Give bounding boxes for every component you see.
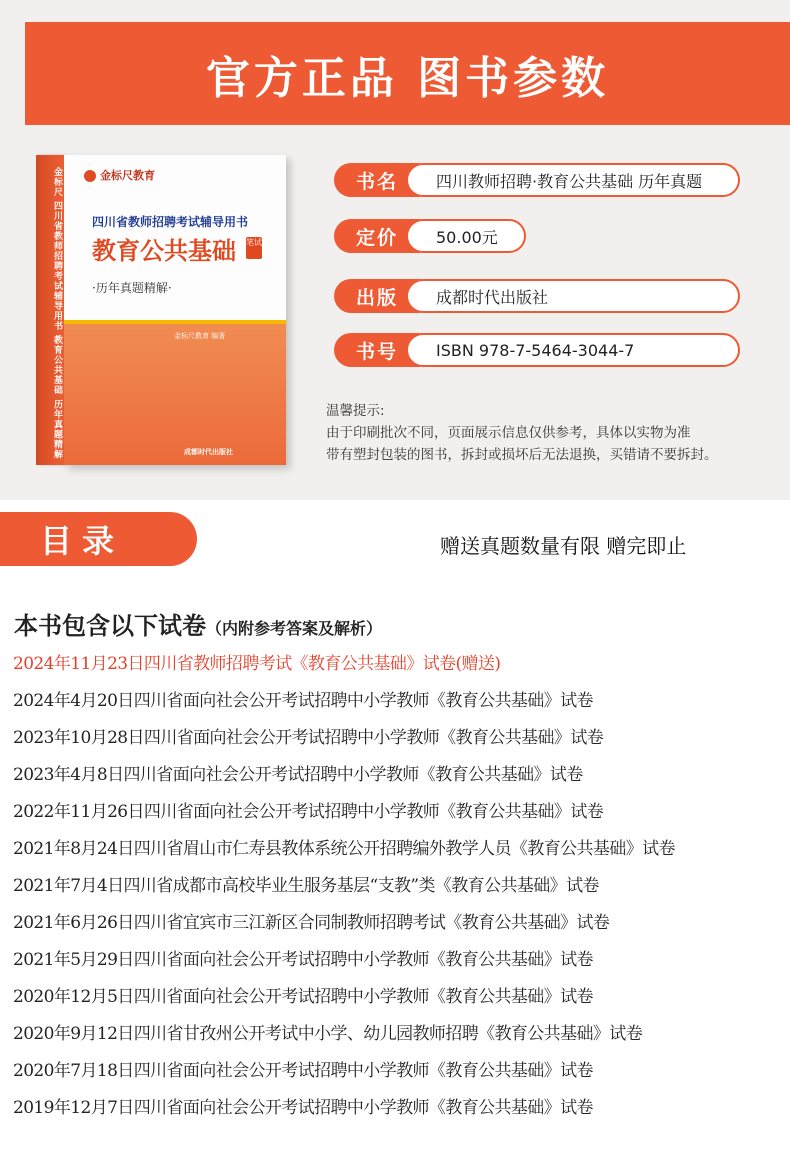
toc-item: 2023年4月8日四川省面向社会公开考试招聘中小学教师《教育公共基础》试卷 [13, 765, 583, 785]
tips-line: 由于印刷批次不同，页面展示信息仅供参考，具体以实物为准 [326, 425, 691, 441]
book-cover-image [36, 155, 286, 465]
book-logo-text: 金标尺教育 [100, 169, 155, 182]
contents-heading [14, 606, 382, 641]
param-label: 出版 [334, 279, 420, 313]
toc-tab-label: 目录 [40, 522, 125, 560]
param-row-isbn [334, 333, 740, 367]
param-label: 定价 [334, 219, 420, 253]
toc-item: 2019年12月7日四川省面向社会公开考试招聘中小学教师《教育公共基础》试卷 [13, 1098, 593, 1118]
toc-item: 2020年7月18日四川省面向社会公开考试招聘中小学教师《教育公共基础》试卷 [13, 1061, 593, 1081]
contents-heading-text: 本书包含以下试卷 [14, 612, 206, 640]
toc-item: 2021年6月26日四川省宜宾市三江新区合同制教师招聘考试《教育公共基础》试卷 [13, 913, 610, 933]
param-value: 四川教师招聘·教育公共基础 历年真题 [406, 163, 740, 197]
book-editor: 金标尺教育 编著 [174, 332, 226, 340]
param-row-price [334, 219, 526, 253]
tips [326, 400, 718, 466]
toc-tab [0, 512, 197, 566]
header-banner [25, 22, 790, 125]
toc-item: 2021年8月24日四川省眉山市仁寿县教体系统公开招聘编外教学人员《教育公共基础》试卷 [13, 839, 675, 859]
toc-item: 2023年10月28日四川省面向社会公开考试招聘中小学教师《教育公共基础》试卷 [13, 728, 604, 748]
logo-icon [84, 170, 96, 182]
header-title: 官方正品 图书参数 [205, 52, 610, 104]
toc-item: 2022年11月26日四川省面向社会公开考试招聘中小学教师《教育公共基础》试卷 [13, 802, 604, 822]
book-line: ·历年真题精解· [92, 281, 172, 295]
param-row-publisher [334, 279, 740, 313]
param-label: 书名 [334, 163, 420, 197]
toc-item: 2020年9月12日四川省甘孜州公开考试中小学、幼儿园教师招聘《教育公共基础》试卷 [13, 1024, 643, 1044]
book-main-title: 教育公共基础 [92, 237, 236, 265]
toc-item: 2021年5月29日四川省面向社会公开考试招聘中小学教师《教育公共基础》试卷 [13, 950, 593, 970]
book-logo [84, 167, 155, 183]
param-value: 成都时代出版社 [406, 279, 740, 313]
toc-item: 2024年11月23日四川省教师招聘考试《教育公共基础》试卷(赠送) [13, 654, 501, 674]
tips-title: 温馨提示: [326, 403, 385, 419]
book-subtitle: 四川省教师招聘考试辅导用书 [92, 215, 249, 229]
contents-heading-note: （内附参考答案及解析） [206, 619, 383, 638]
toc-item: 2021年7月4日四川省成都市高校毕业生服务基层“支教”类《教育公共基础》试卷 [13, 876, 599, 896]
book-spine: 金标尺 四川省教师招聘考试辅导用书 教育公共基础 历年真题精解 [36, 155, 64, 465]
toc-note: 赠送真题数量有限 赠完即止 [440, 534, 687, 558]
toc-item: 2020年12月5日四川省面向社会公开考试招聘中小学教师《教育公共基础》试卷 [13, 987, 593, 1007]
param-row-title [334, 163, 740, 197]
book-front [64, 155, 286, 465]
book-tag: 笔试 [246, 237, 262, 259]
book-publisher: 成都时代出版社 [184, 448, 233, 456]
tips-line: 带有塑封包装的图书，拆封或损坏后无法退换，买错请不要拆封。 [326, 447, 718, 463]
book-orange-panel [64, 320, 286, 465]
param-label: 书号 [334, 333, 420, 367]
param-value: ISBN 978-7-5464-3044-7 [406, 333, 740, 367]
toc-list [13, 646, 790, 1127]
toc-item: 2024年4月20日四川省面向社会公开考试招聘中小学教师《教育公共基础》试卷 [13, 691, 593, 711]
param-value: 50.00元 [406, 219, 526, 253]
